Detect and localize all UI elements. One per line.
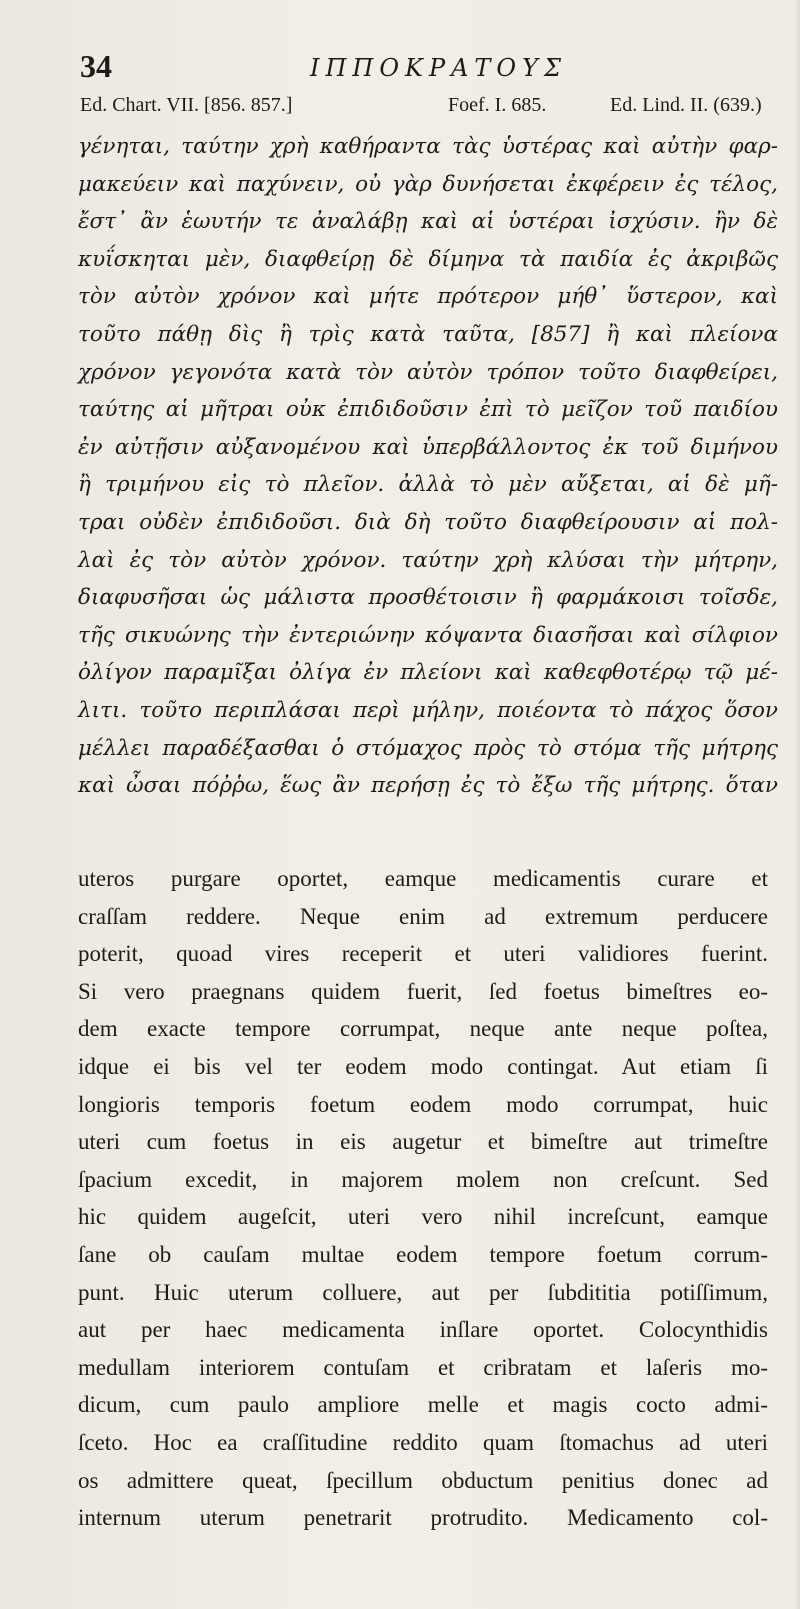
page-edge-shadow — [794, 0, 800, 1609]
latin-line: dicum, cum paulo ampliore melle et magis cocto admi- — [78, 1392, 768, 1418]
page-number: 34 — [80, 48, 112, 84]
greek-line: χρόνον γεγονότα κατὰ τὸν αὐτὸν τρόπον τοῦτο διαφθείρει, — [78, 359, 778, 385]
greek-line: ὀλίγον παραμῖξαι ὀλίγα ἐν πλείονι καὶ καθεφθοτέρῳ τῷ μέ- — [78, 660, 778, 686]
greek-line: ταύτης αἱ μῆτραι οὐκ ἐπιδιδοῦσιν ἐπὶ τὸ μεῖζον τοῦ παιδίου — [78, 397, 778, 423]
latin-line: ſane ob cauſam multae eodem tempore foetum corrum- — [78, 1241, 768, 1267]
greek-line: ἐν αὐτῇσιν αὐξανομένου καὶ ὑπερβάλλοντος ἐκ τοῦ διμήνου — [78, 434, 778, 460]
greek-line: λιτι. τοῦτο περιπλάσαι περὶ μήλην, ποιέοντα τὸ πάχος ὅσον — [78, 697, 778, 723]
latin-text — [78, 860, 768, 1537]
edition-chart: Ed. Chart. VII. [856. 857.] — [80, 94, 293, 116]
latin-line: medullam interiorem contuſam et cribratam et laſeris mo- — [78, 1354, 768, 1380]
greek-line: κυΐσκηται μὲν, διαφθείρῃ δὲ δίμηνα τὰ παιδία ἐς ἀκριβῶς — [78, 246, 778, 272]
latin-line: Si vero praegnans quidem fuerit, ſed foetus bimeſtres eo- — [78, 978, 768, 1004]
latin-line: idque ei bis vel ter eodem modo contingat. Aut etiam ſi — [78, 1053, 768, 1079]
header-title: ΙΠΠΟΚΡΑΤΟΥΣ — [310, 54, 567, 82]
latin-line: craſſam reddere. Neque enim ad extremum perducere — [78, 903, 768, 929]
greek-line: γένηται, ταύτην χρὴ καθήραντα τὰς ὑστέρας καὶ αὐτὴν φαρ- — [78, 134, 778, 159]
latin-line: ſpacium excedit, in majorem molem non creſcunt. Sed — [78, 1166, 768, 1192]
latin-line: hic quidem augeſcit, uteri vero nihil increſcunt, eamque — [78, 1204, 768, 1230]
latin-line: uteros purgare oportet, eamque medicamentis curare et — [78, 866, 768, 891]
greek-line: τῆς σικυώνης τὴν ἐντεριώνην κόψαντα διασῆσαι καὶ σίλφιον — [78, 622, 778, 648]
greek-text — [78, 128, 778, 805]
running-head — [80, 48, 770, 92]
greek-line: καὶ ὦσαι πόῤῥω, ἕως ἂν περήσῃ ἐς τὸ ἔξω τῆς μήτρης. ὅταν — [78, 773, 778, 799]
greek-line: διαφυσῆσαι ὡς μάλιστα προσθέτοισιν ἢ φαρμάκοισι τοῖσδε, — [78, 585, 778, 611]
latin-line: aut per haec medicamenta inſlare oportet. Colocynthidis — [78, 1317, 768, 1343]
latin-line: os admittere queat, ſpecillum obductum penitius donec ad — [78, 1467, 768, 1493]
latin-line: punt. Huic uterum colluere, aut per ſubdititia potiſſimum, — [78, 1279, 768, 1305]
greek-line: μέλλει παραδέξασθαι ὁ στόμαχος πρὸς τὸ στόμα τῆς μήτρης — [78, 735, 778, 761]
greek-line: ἢ τριμήνου εἰς τὸ πλεῖον. ἀλλὰ τὸ μὲν αὔξεται, αἱ δὲ μῆ- — [78, 472, 778, 498]
latin-line: ſceto. Hoc ea craſſitudine reddito quam ſtomachus ad uteri — [78, 1429, 768, 1455]
edition-lind: Ed. Lind. II. (639.) — [610, 94, 762, 116]
latin-line: dem exacte tempore corrumpat, neque ante neque poſtea, — [78, 1016, 768, 1042]
edition-foes: Foef. I. 685. — [448, 94, 547, 116]
edition-references — [80, 94, 770, 124]
greek-line: μακεύειν καὶ παχύνειν, οὐ γὰρ δυνήσεται ἐκφέρειν ἐς τέλος, — [78, 171, 778, 197]
latin-line: poterit, quoad vires receperit et uteri validiores fuerint. — [78, 941, 768, 967]
greek-line: ἔστ᾽ ἂν ἑωυτήν τε ἀναλάβῃ καὶ αἱ ὑστέραι ἰσχύσιν. ἢν δὲ — [78, 209, 778, 235]
greek-line: τοῦτο πάθῃ δὶς ἢ τρὶς κατὰ ταῦτα, [857] ἢ καὶ πλείονα — [78, 321, 778, 347]
latin-line: internum uterum penetrarit protrudito. Medicamento col- — [78, 1505, 768, 1531]
latin-line: longioris temporis foetum eodem modo corrumpat, huic — [78, 1091, 768, 1117]
greek-line: τὸν αὐτὸν χρόνον καὶ μήτε πρότερον μήθ᾽ ὕστερον, καὶ — [78, 284, 778, 310]
greek-line: λαὶ ἐς τὸν αὐτὸν χρόνον. ταύτην χρὴ κλύσαι τὴν μήτρην, — [78, 547, 778, 573]
latin-line: uteri cum foetus in eis augetur et bimeſtre aut trimeſtre — [78, 1129, 768, 1155]
greek-line: τραι οὐδὲν ἐπιδιδοῦσι. διὰ δὴ τοῦτο διαφθείρουσιν αἱ πολ- — [78, 509, 778, 535]
